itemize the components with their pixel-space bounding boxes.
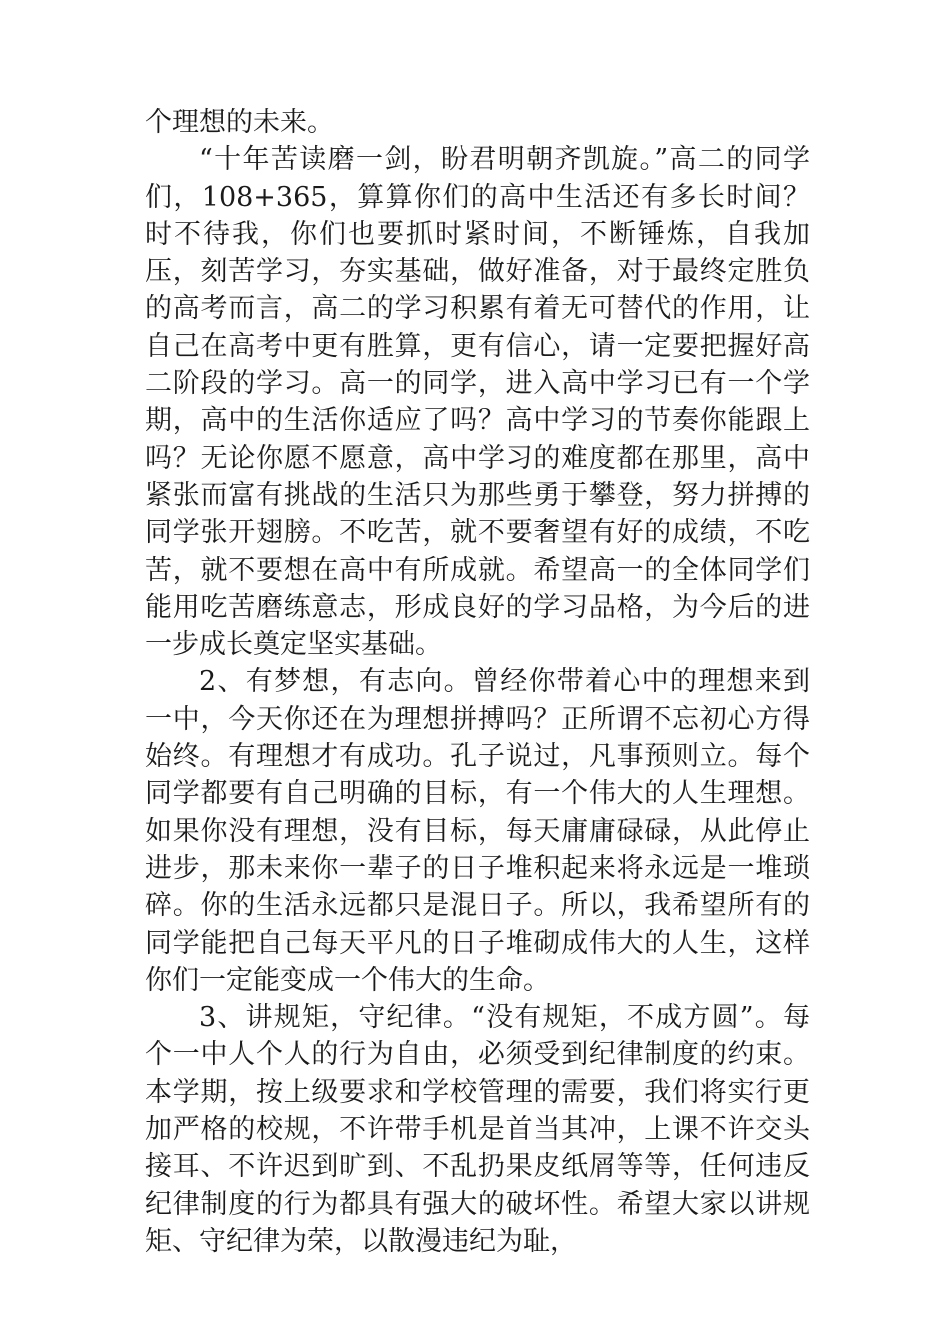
paragraph-continuation: 个理想的未来。 bbox=[145, 107, 334, 138]
paragraph-rules-discipline: 3、讲规矩，守纪律。“没有规矩，不成方圆”。每个一中人个人的行为自由，必须受到纪律制度的约束。本学期，按上级要求和学校管理的需要，我们将实行更加严格的校规，不许带手机是首当其冲，上课不许交头接耳、不许迟到旷到、不乱扔果皮纸屑等等，任何违反纪律制度的行为都具有强大的破坏性。希望大家以讲规矩、守纪律为荣，以散漫违纪为耻， bbox=[145, 1002, 810, 1257]
paragraph-dream-ambition: 2、有梦想，有志向。曾经你带着心中的理想来到一中，今天你还在为理想拼搏吗？正所谓不忘初心方得始终。有理想才有成功。孔子说过，凡事预则立。每个同学都要有自己明确的目标，有一个伟大的人生理想。如果你没有理想，没有目标，每天庸庸碌碌，从此停止进步，那未来你一辈子的日子堆积起来将永远是一堆琐碎。你的生活永远都只是混日子。所以，我希望所有的同学能把自己每天平凡的日子堆砌成伟大的人生，这样你们一定能变成一个伟大的生命。 bbox=[145, 666, 810, 996]
paragraph-grade-two: “十年苦读磨一剑，盼君明朝齐凯旋。”高二的同学们，108+365，算算你们的高中生活还有多长时间？时不待我，你们也要抓时紧时间，不断锤炼，自我加压，刻苦学习，夯实基础，做好准备，对于最终定胜负的高考而言，高二的学习积累有着无可替代的作用，让自己在高考中更有胜算，更有信心，请一定要把握好高二阶段的学习。高一的同学，进入高中学习已有一个学期，高中的生活你适应了吗？高中学习的节奏你能跟上吗？无论你愿不愿意，高中学习的难度都在那里，高中紧张而富有挑战的生活只为那些勇于攀登，努力拼搏的同学张开翅膀。不吃苦，就不要奢望有好的成绩，不吃苦，就不要想在高中有所成就。希望高一的全体同学们能用吃苦磨练意志，形成良好的学习品格，为今后的进一步成长奠定坚实基础。 bbox=[145, 144, 810, 661]
document-body bbox=[145, 104, 810, 1260]
